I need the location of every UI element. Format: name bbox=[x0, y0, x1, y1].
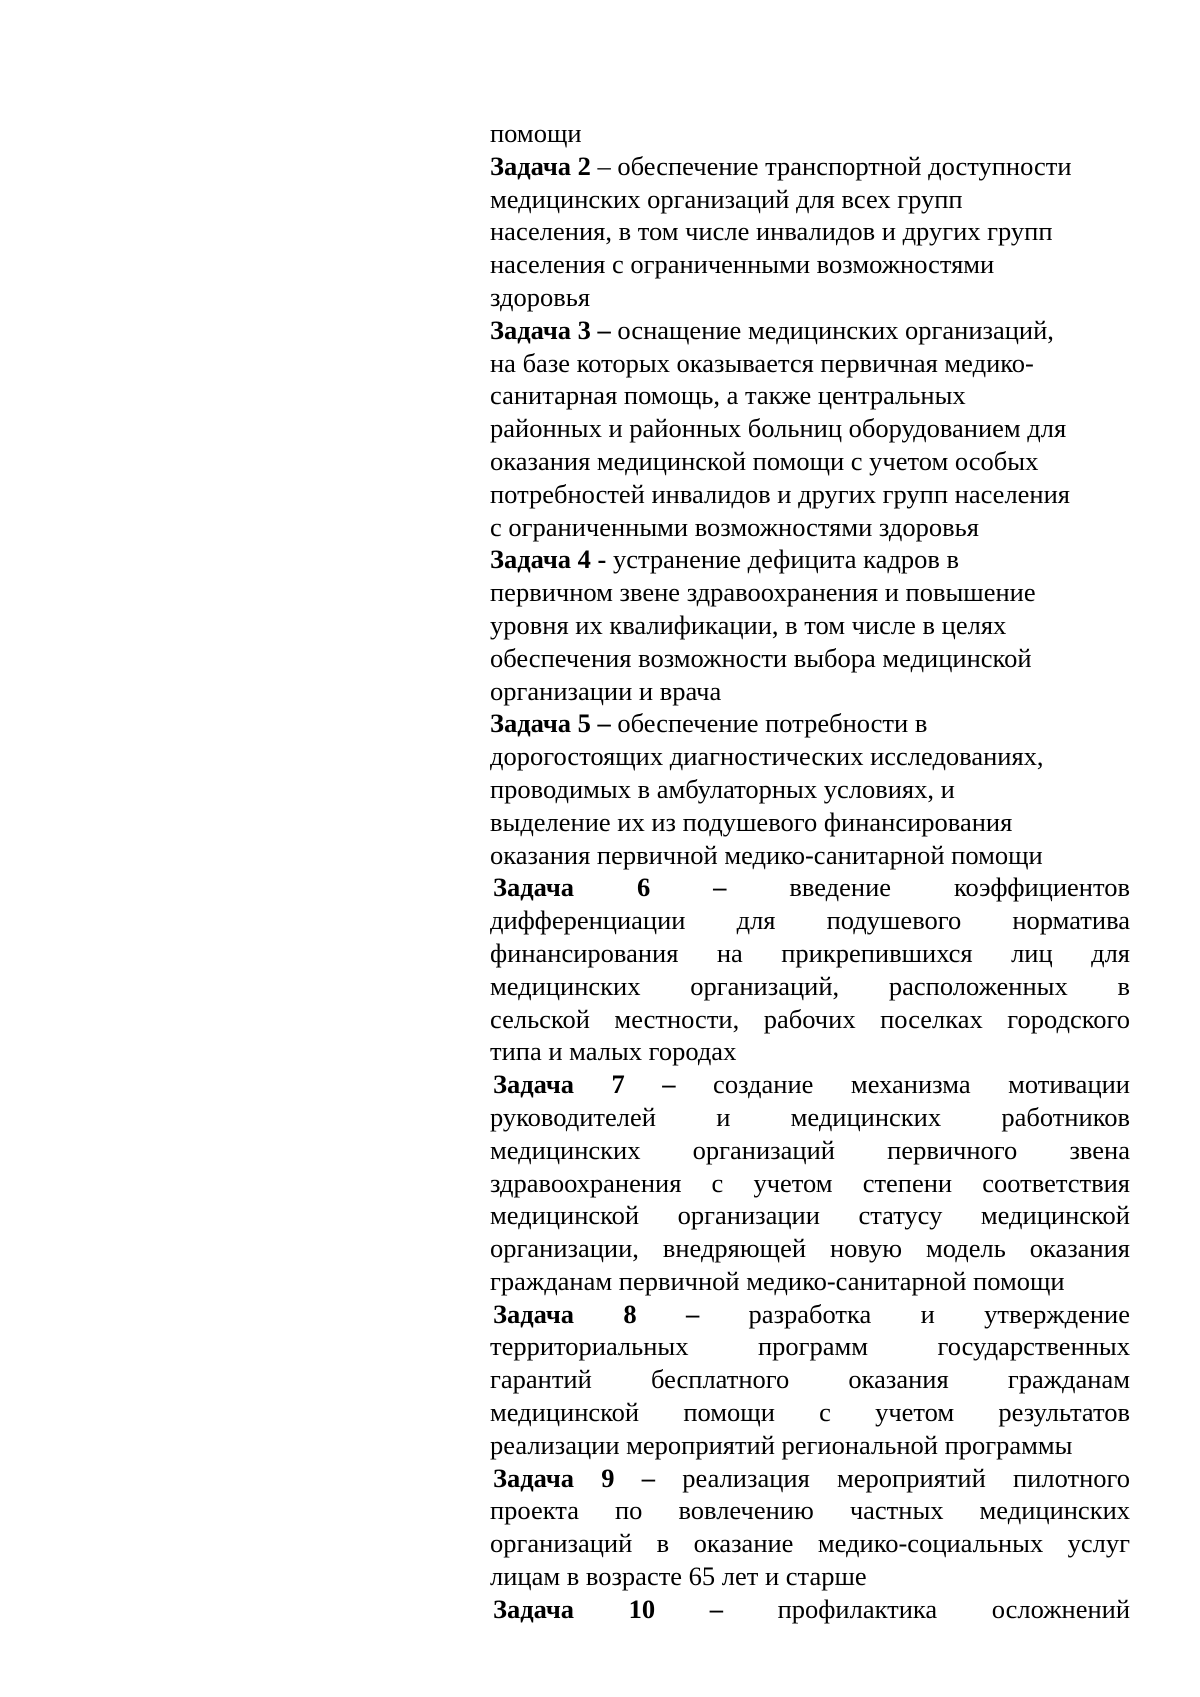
line-text: сельской местности, рабочих поселках городского bbox=[490, 1003, 1130, 1034]
task-label: Задача 2 bbox=[490, 150, 591, 181]
line-text: территориальных программ государственных bbox=[490, 1331, 1130, 1362]
text-line bbox=[490, 904, 1130, 937]
line-text: дорогостоящих диагностических исследованиях, bbox=[490, 741, 1044, 772]
line-text: разработка и утверждение bbox=[699, 1298, 1130, 1329]
line-text: финансирования на прикрепившихся лиц для bbox=[490, 937, 1130, 968]
text-line bbox=[490, 806, 1130, 839]
text-line bbox=[490, 445, 1130, 478]
line-text: гражданам первичной медико-санитарной помощи bbox=[490, 1265, 1065, 1296]
text-line bbox=[490, 642, 1130, 675]
line-text: оказания первичной медико-санитарной помощи bbox=[490, 839, 1043, 870]
task-label: Задача 9 – bbox=[493, 1462, 656, 1493]
line-text: населения с ограниченными возможностями bbox=[490, 249, 995, 280]
line-text: населения, в том числе инвалидов и других групп bbox=[490, 216, 1053, 247]
text-line bbox=[490, 183, 1130, 216]
text-line bbox=[490, 576, 1130, 609]
task-label: Задача 8 – bbox=[493, 1298, 700, 1329]
line-text: выделение их из подушевого финансирования bbox=[490, 806, 1013, 837]
line-text: введение коэффициентов bbox=[726, 872, 1130, 903]
text-line bbox=[490, 543, 1130, 576]
line-text: медицинской организации статусу медицинской bbox=[490, 1200, 1130, 1231]
text-line bbox=[490, 379, 1130, 412]
line-text: помощи bbox=[490, 118, 582, 148]
text-line bbox=[490, 1003, 1130, 1036]
line-text: здравоохранения с учетом степени соответствия bbox=[490, 1167, 1130, 1198]
line-text: лицам в возрасте 65 лет и старше bbox=[490, 1561, 867, 1592]
text-line bbox=[490, 1494, 1130, 1527]
line-text: гарантий бесплатного оказания гражданам bbox=[490, 1364, 1130, 1395]
task-label: Задача 4 - bbox=[490, 544, 607, 575]
line-text: медицинских организаций, расположенных в bbox=[490, 970, 1130, 1001]
line-text: проекта по вовлечению частных медицинских bbox=[490, 1495, 1130, 1526]
text-line bbox=[490, 1068, 1130, 1101]
line-text: организации, внедряющей новую модель оказания bbox=[490, 1233, 1130, 1264]
line-text: потребностей инвалидов и других групп населения bbox=[490, 478, 1070, 509]
line-text: обеспечение потребности в bbox=[610, 708, 928, 739]
text-line bbox=[490, 1134, 1130, 1167]
text-line bbox=[490, 609, 1130, 642]
task-label: Задача 7 – bbox=[493, 1069, 676, 1100]
line-text: первичном звене здравоохранения и повышение bbox=[490, 577, 1036, 608]
line-text: районных и районных больниц оборудованием для bbox=[490, 413, 1067, 444]
text-line bbox=[490, 773, 1130, 806]
line-text: профилактика осложнений bbox=[722, 1593, 1131, 1624]
task-label: Задача 6 – bbox=[493, 872, 727, 903]
text-line bbox=[490, 1167, 1130, 1200]
text-line bbox=[490, 511, 1130, 544]
text-line bbox=[490, 1560, 1130, 1593]
text-line bbox=[490, 1265, 1130, 1298]
document-text-column bbox=[490, 117, 1130, 1626]
line-text: медицинской помощи с учетом результатов bbox=[490, 1397, 1130, 1428]
line-text: реализации мероприятий региональной программы bbox=[490, 1429, 1073, 1460]
task-label: Задача 10 – bbox=[493, 1593, 723, 1624]
line-text: оснащение медицинских организаций, bbox=[610, 314, 1054, 345]
line-text: здоровья bbox=[490, 281, 591, 312]
text-line bbox=[490, 412, 1130, 445]
task-label: Задача 5 – bbox=[490, 708, 611, 739]
text-line bbox=[490, 150, 1130, 183]
text-line bbox=[490, 1363, 1130, 1396]
line-text: руководителей и медицинских работников bbox=[490, 1101, 1130, 1132]
text-line bbox=[490, 1330, 1130, 1363]
line-text: санитарная помощь, а также центральных bbox=[490, 380, 966, 411]
text-line bbox=[490, 314, 1130, 347]
text-line bbox=[490, 707, 1130, 740]
text-line bbox=[490, 1462, 1130, 1495]
text-line bbox=[490, 1232, 1130, 1265]
text-line bbox=[490, 970, 1130, 1003]
task-label: Задача 3 – bbox=[490, 314, 611, 345]
text-line bbox=[490, 740, 1130, 773]
text-line bbox=[490, 478, 1130, 511]
text-line bbox=[490, 1101, 1130, 1134]
line-text: реализация мероприятий пилотного bbox=[655, 1462, 1130, 1493]
text-line bbox=[490, 1199, 1130, 1232]
text-line bbox=[490, 1298, 1130, 1331]
line-text: дифференциации для подушевого норматива bbox=[490, 905, 1130, 936]
line-text: – обеспечение транспортной доступности bbox=[590, 150, 1072, 181]
text-line bbox=[490, 839, 1130, 872]
text-line bbox=[490, 1429, 1130, 1462]
text-line bbox=[490, 215, 1130, 248]
line-text: обеспечения возможности выбора медицинской bbox=[490, 642, 1032, 673]
text-line bbox=[490, 1035, 1130, 1068]
line-text: медицинских организаций для всех групп bbox=[490, 183, 963, 214]
text-line bbox=[490, 248, 1130, 281]
line-text: оказания медицинской помощи с учетом особых bbox=[490, 445, 1039, 476]
line-text: уровня их квалификации, в том числе в целях bbox=[490, 609, 1007, 640]
text-line bbox=[490, 937, 1130, 970]
line-text: создание механизма мотивации bbox=[675, 1069, 1130, 1100]
text-line bbox=[490, 1527, 1130, 1560]
text-line bbox=[490, 675, 1130, 708]
line-text: проводимых в амбулаторных условиях, и bbox=[490, 773, 955, 804]
line-text: организации и врача bbox=[490, 675, 722, 706]
line-text: на базе которых оказывается первичная медико- bbox=[490, 347, 1034, 378]
text-line bbox=[490, 871, 1130, 904]
line-text: медицинских организаций первичного звена bbox=[490, 1134, 1130, 1165]
line-text: организаций в оказание медико-социальных услуг bbox=[490, 1528, 1130, 1559]
text-line bbox=[490, 1593, 1130, 1626]
line-text: с ограниченными возможностями здоровья bbox=[490, 511, 979, 542]
line-text: типа и малых городах bbox=[490, 1036, 737, 1067]
text-line bbox=[490, 117, 1130, 150]
text-line bbox=[490, 1396, 1130, 1429]
text-line bbox=[490, 281, 1130, 314]
text-line bbox=[490, 347, 1130, 380]
line-text: устранение дефицита кадров в bbox=[606, 544, 960, 575]
